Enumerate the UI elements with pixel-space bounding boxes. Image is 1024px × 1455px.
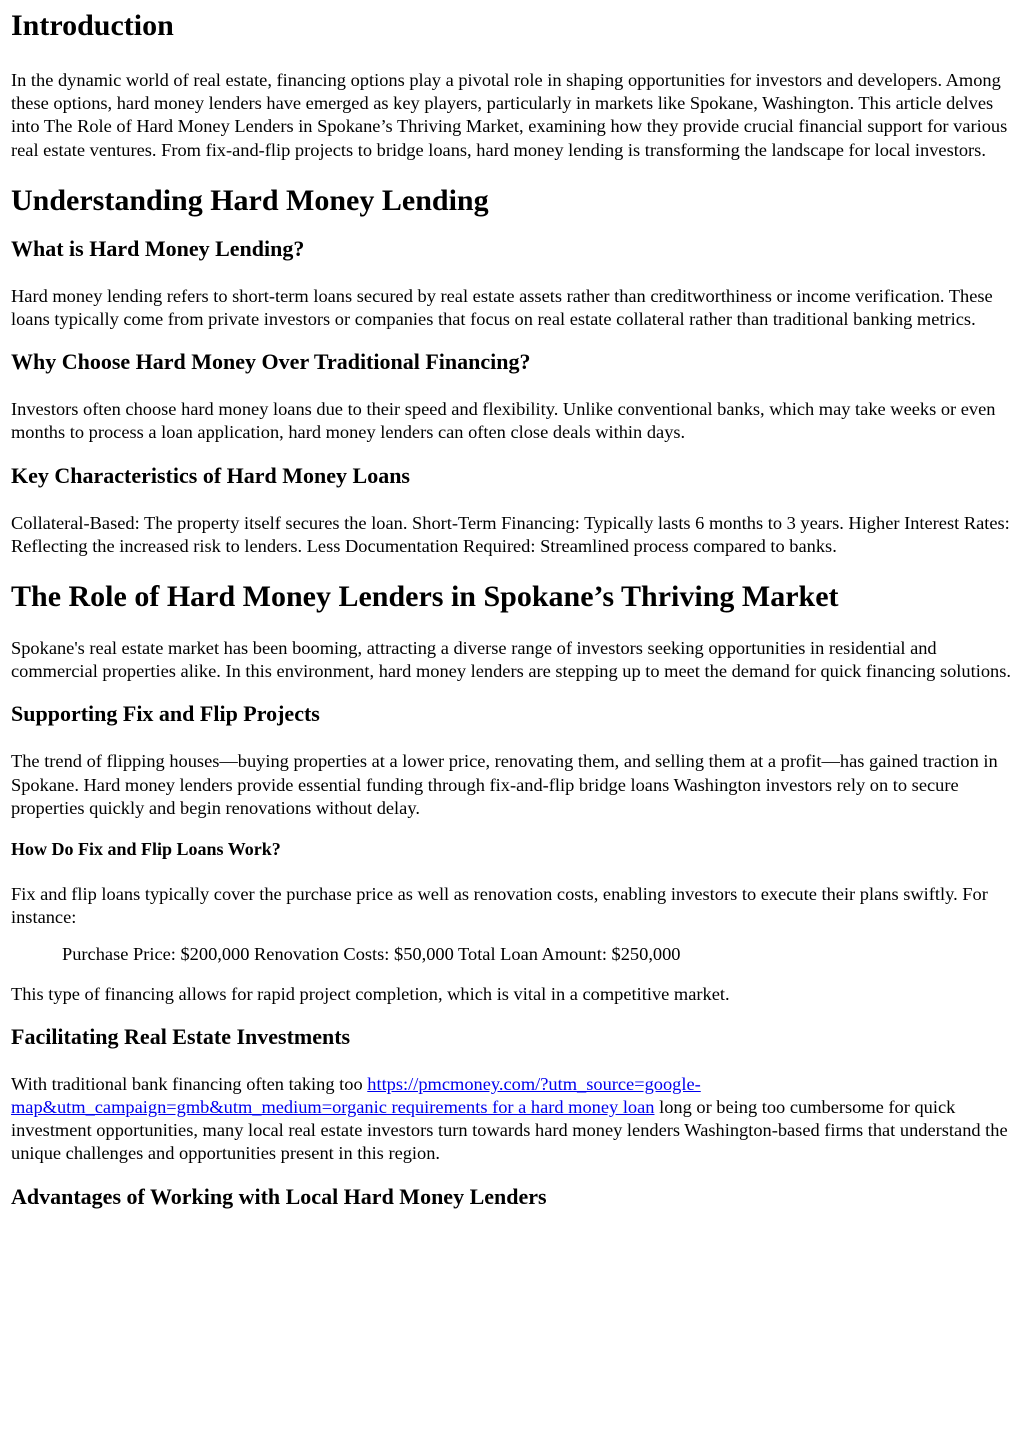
facilitating-paragraph [11,1073,1014,1166]
fix-flip-heading: Supporting Fix and Flip Projects [11,701,320,727]
facilitating-heading: Facilitating Real Estate Investments [11,1023,351,1049]
how-work-heading: How Do Fix and Flip Loans Work? [11,839,281,860]
financing-paragraph: This type of financing allows for rapid project completion, which is vital in a competitive market. [11,983,730,1004]
what-is-paragraph: Hard money lending refers to short-term loans secured by real estate assets rather than creditworthiness or income verification. These loans typically come from private investors or companies that focus on real estate collateral rather than traditional banking metrics. [11,285,993,330]
article [0,9,1024,1210]
intro-heading: Introduction [11,9,174,42]
advantages-heading: Advantages of Working with Local Hard Money Lenders [11,1183,547,1209]
what-is-heading: What is Hard Money Lending? [11,235,305,261]
example-quote: Purchase Price: $200,000 Renovation Costs: $50,000 Total Loan Amount: $250,000 [62,944,681,965]
key-characteristics-heading: Key Characteristics of Hard Money Loans [11,462,410,488]
role-heading: The Role of Hard Money Lenders in Spokane’s Thriving Market [11,580,839,614]
why-choose-heading: Why Choose Hard Money Over Traditional Financing? [11,349,531,375]
requirements-link[interactable]: https://pmcmoney.com/?utm_source=google-map&utm_campaign=gmb&utm_medium=organic requirements for a hard money loan [11,1073,701,1118]
key-characteristics-paragraph: Collateral-Based: The property itself secures the loan. Short-Term Financing: Typically lasts 6 months to 3 years. Higher Interest Rates: Reflecting the increased risk to lenders. Less Documentation Required: Streamlined process compared to banks. [11,512,1010,556]
why-choose-paragraph: Investors often choose hard money loans due to their speed and flexibility. Unlike conventional banks, which may take weeks or even months to process a loan application, hard money lenders can often close deals within days. [11,399,996,443]
how-work-paragraph: Fix and flip loans typically cover the purchase price as well as renovation costs, enabling investors to execute their plans swiftly. For instance: [11,884,988,928]
facilitating-text-before: With traditional bank financing often taking too [11,1073,368,1094]
facilitating-text-after: long or being too cumbersome for quick investment opportunities, many local real estate investors turn towards hard money lenders Washington-based firms that understand the unique challenges and opportunities present in this region. [11,1097,1008,1164]
role-paragraph: Spokane's real estate market has been booming, attracting a diverse range of investors seeking opportunities in residential and commercial properties alike. In this environment, hard money lenders are stepping up to meet the demand for quick financing solutions. [11,638,1011,682]
understanding-heading: Understanding Hard Money Lending [11,183,489,217]
fix-flip-paragraph: The trend of flipping houses—buying properties at a lower price, renovating them, and selling them at a profit—has gained traction in Spokane. Hard money lenders provide essential funding through fix-and-flip bridge loans Washington investors rely on to secure properties quickly and begin renovations without delay. [11,751,998,818]
intro-paragraph: In the dynamic world of real estate, financing options play a pivotal role in shaping opportunities for investors and developers. Among these options, hard money lenders have emerged as key players, particularly in markets like Spokane, Washington. This article delves into The Role of Hard Money Lenders in Spokane’s Thriving Market, examining how they provide crucial financial support for various real estate ventures. From fix-and-flip projects to bridge loans, hard money lending is transforming the landscape for local investors. [11,70,1008,160]
